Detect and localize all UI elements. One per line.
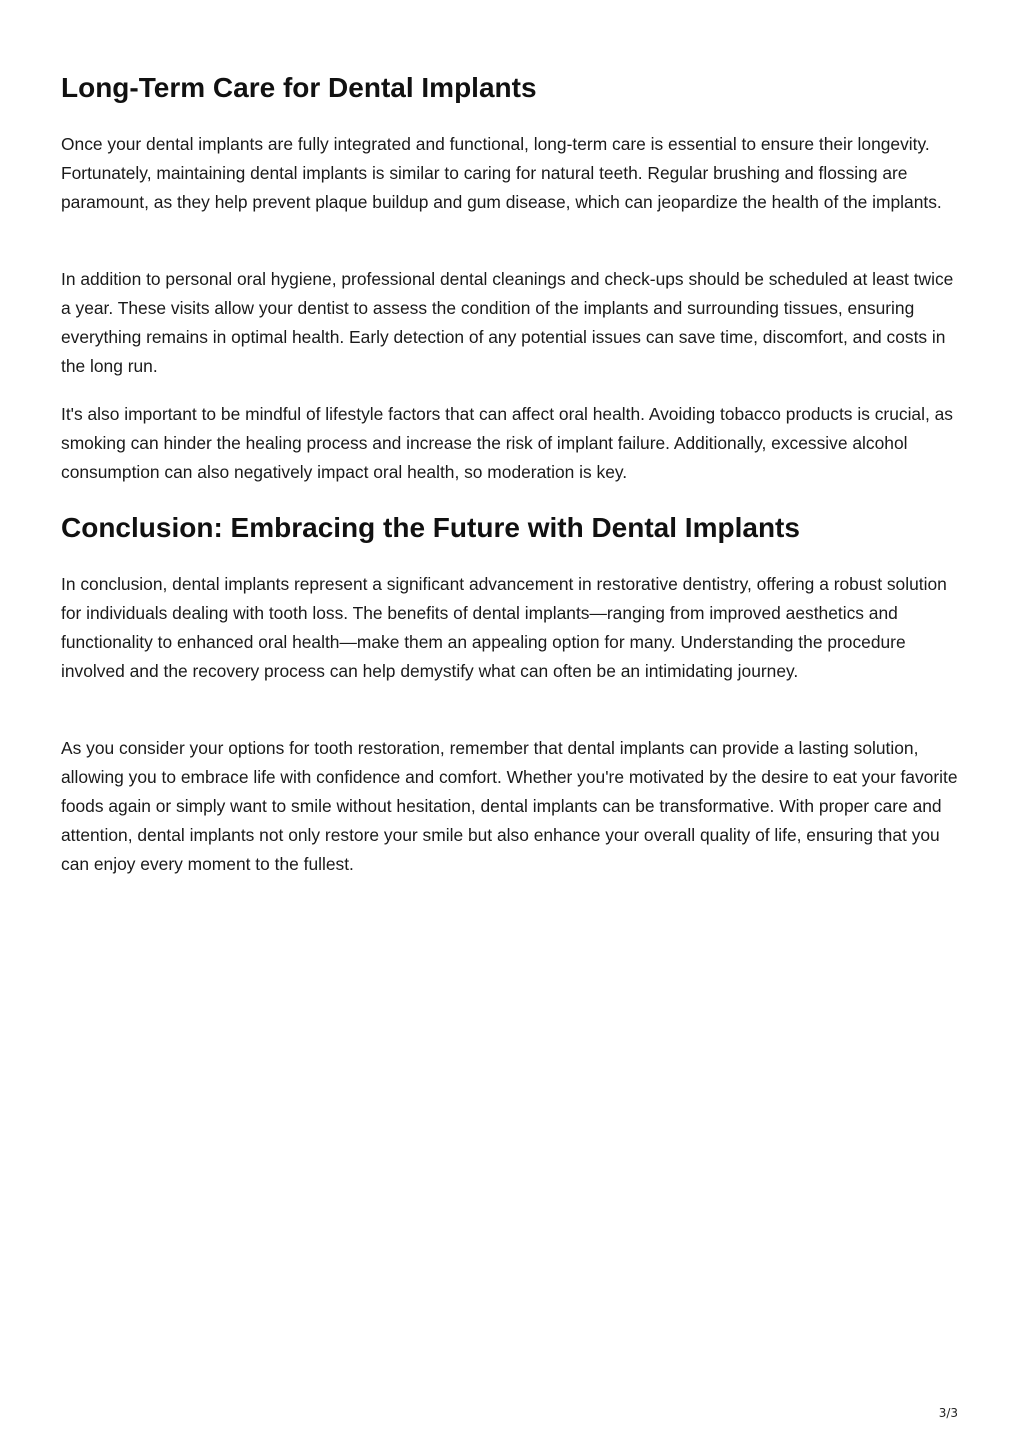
paragraph: In conclusion, dental implants represent a significant advancement in restorative dentistry, offering a robust solution for individuals dealing with tooth loss. The benefits of dental implants—ranging from improved aesthetics and functionality to enhanced oral health—make them an appealing option for many. Understanding the procedure involved and the recovery process can help demystify what can often be an intimidating journey. bbox=[61, 574, 947, 681]
section-heading-long-term-care: Long-Term Care for Dental Implants bbox=[61, 72, 537, 103]
paragraph: In addition to personal oral hygiene, professional dental cleanings and check-ups should be scheduled at least twice a year. These visits allow your dentist to assess the condition of the implants and surrounding tissues, ensuring everything remains in optimal health. Early detection of any potential issues can save time, discomfort, and costs in the long run. bbox=[61, 269, 954, 376]
section-heading-conclusion: Conclusion: Embracing the Future with Dental Implants bbox=[61, 512, 800, 543]
page-number: 3/3 bbox=[938, 1406, 958, 1420]
paragraph: As you consider your options for tooth restoration, remember that dental implants can provide a lasting solution, allowing you to embrace life with confidence and comfort. Whether you're motivated by the desire to eat your favorite foods again or simply want to smile without hesitation, dental implants can be transformative. With proper care and attention, dental implants not only restore your smile but also enhance your overall quality of life, ensuring that you can enjoy every moment to the fullest. bbox=[61, 738, 958, 874]
paragraph: It's also important to be mindful of lifestyle factors that can affect oral health. Avoiding tobacco products is crucial, as smoking can hinder the healing process and increase the risk of implant failure. Additionally, excessive alcohol consumption can also negatively impact oral health, so moderation is key. bbox=[61, 404, 953, 482]
paragraph: Once your dental implants are fully integrated and functional, long-term care is essential to ensure their longevity. Fortunately, maintaining dental implants is similar to caring for natural teeth. Regular brushing and flossing are paramount, as they help prevent plaque buildup and gum disease, which can jeopardize the health of the implants. bbox=[61, 134, 942, 212]
